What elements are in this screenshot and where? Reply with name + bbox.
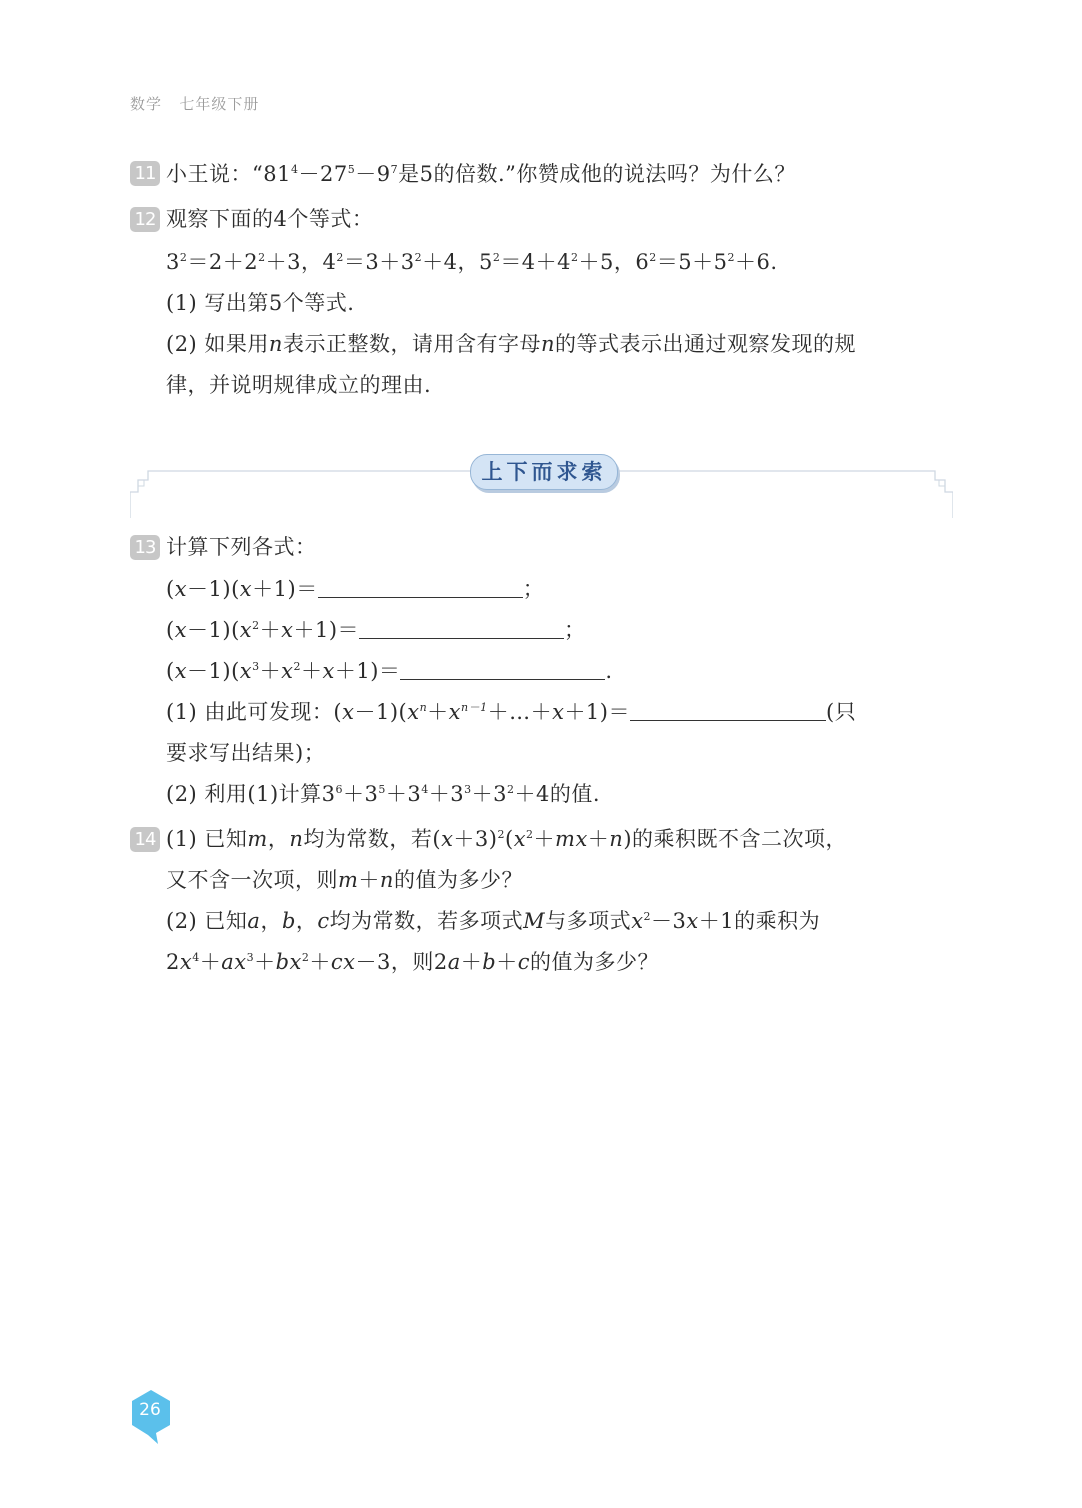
problem-12-q1: (1) 写出第5个等式. <box>166 291 355 315</box>
problem-14-line-2: 又不含一次项，则m＋n的值为多少？ <box>166 868 523 892</box>
problem-number-12: 12 <box>130 207 160 232</box>
problem-13-q1-cont: 要求写出结果)； <box>166 741 326 765</box>
problem-number-11: 11 <box>130 161 160 186</box>
problem-13-q1: (1) 由此可发现：$(x-1)(x^n+x^{n-1}+\dots+x+1)=$ (只 <box>166 700 857 724</box>
problem-11-text: 小王说：“$81^4-27^5-9^7$是5的倍数.”你赞成他的说法吗？为什么？ <box>166 162 796 186</box>
answer-blank[interactable] <box>318 575 523 598</box>
problem-13-q2: (2) 利用(1)计算$3^6+3^5+3^4+3^3+3^2+4$的值. <box>166 782 601 806</box>
problem-13-line-2: $(x-1)(x^2+x+1)=$ ； <box>166 618 586 642</box>
problem-13-intro: 计算下列各式： <box>166 535 317 559</box>
problem-14-line-4: $2x^4+ax^3+bx^2+cx-3$，则2a＋b＋c的值为多少？ <box>166 950 659 974</box>
section-title: 上下而求索 <box>470 454 618 490</box>
header-grade: 七年级下册 <box>179 95 260 113</box>
problem-13-line-1: (x－1)(x＋1)＝ ； <box>166 577 545 601</box>
problem-12-intro: 观察下面的4个等式： <box>166 207 374 231</box>
problem-number-14: 14 <box>130 827 160 852</box>
problem-12-q2: (2) 如果用n表示正整数，请用含有字母n的等式表示出通过观察发现的规 <box>166 332 856 356</box>
problem-number-13: 13 <box>130 535 160 560</box>
problem-14-line-3: (2) 已知a，b，c均为常数，若多项式M与多项式$x^2-3x+1$的乘积为 <box>166 909 821 933</box>
problem-13-line-3: $(x-1)(x^3+x^2+x+1)=$ . <box>166 659 613 683</box>
problem-14-line-1: (1) 已知m，n均为常数，若$(x+3)^2(x^2+mx+n)$的乘积既不含二次项， <box>166 827 848 851</box>
page-number: 26 <box>139 1400 161 1420</box>
header-subject: 数学 <box>130 95 163 113</box>
running-header <box>130 93 259 114</box>
answer-blank[interactable] <box>359 616 564 639</box>
answer-blank[interactable] <box>400 657 605 680</box>
problem-12-q2-cont: 律，并说明规律成立的理由. <box>166 373 432 397</box>
problem-12-equations: $3^2=2+2^2+3$，$4^2=3+3^2+4$，$5^2=4+4^2+5$，$6^2=5+5^2+6$. <box>166 250 778 274</box>
answer-blank[interactable] <box>630 698 826 721</box>
